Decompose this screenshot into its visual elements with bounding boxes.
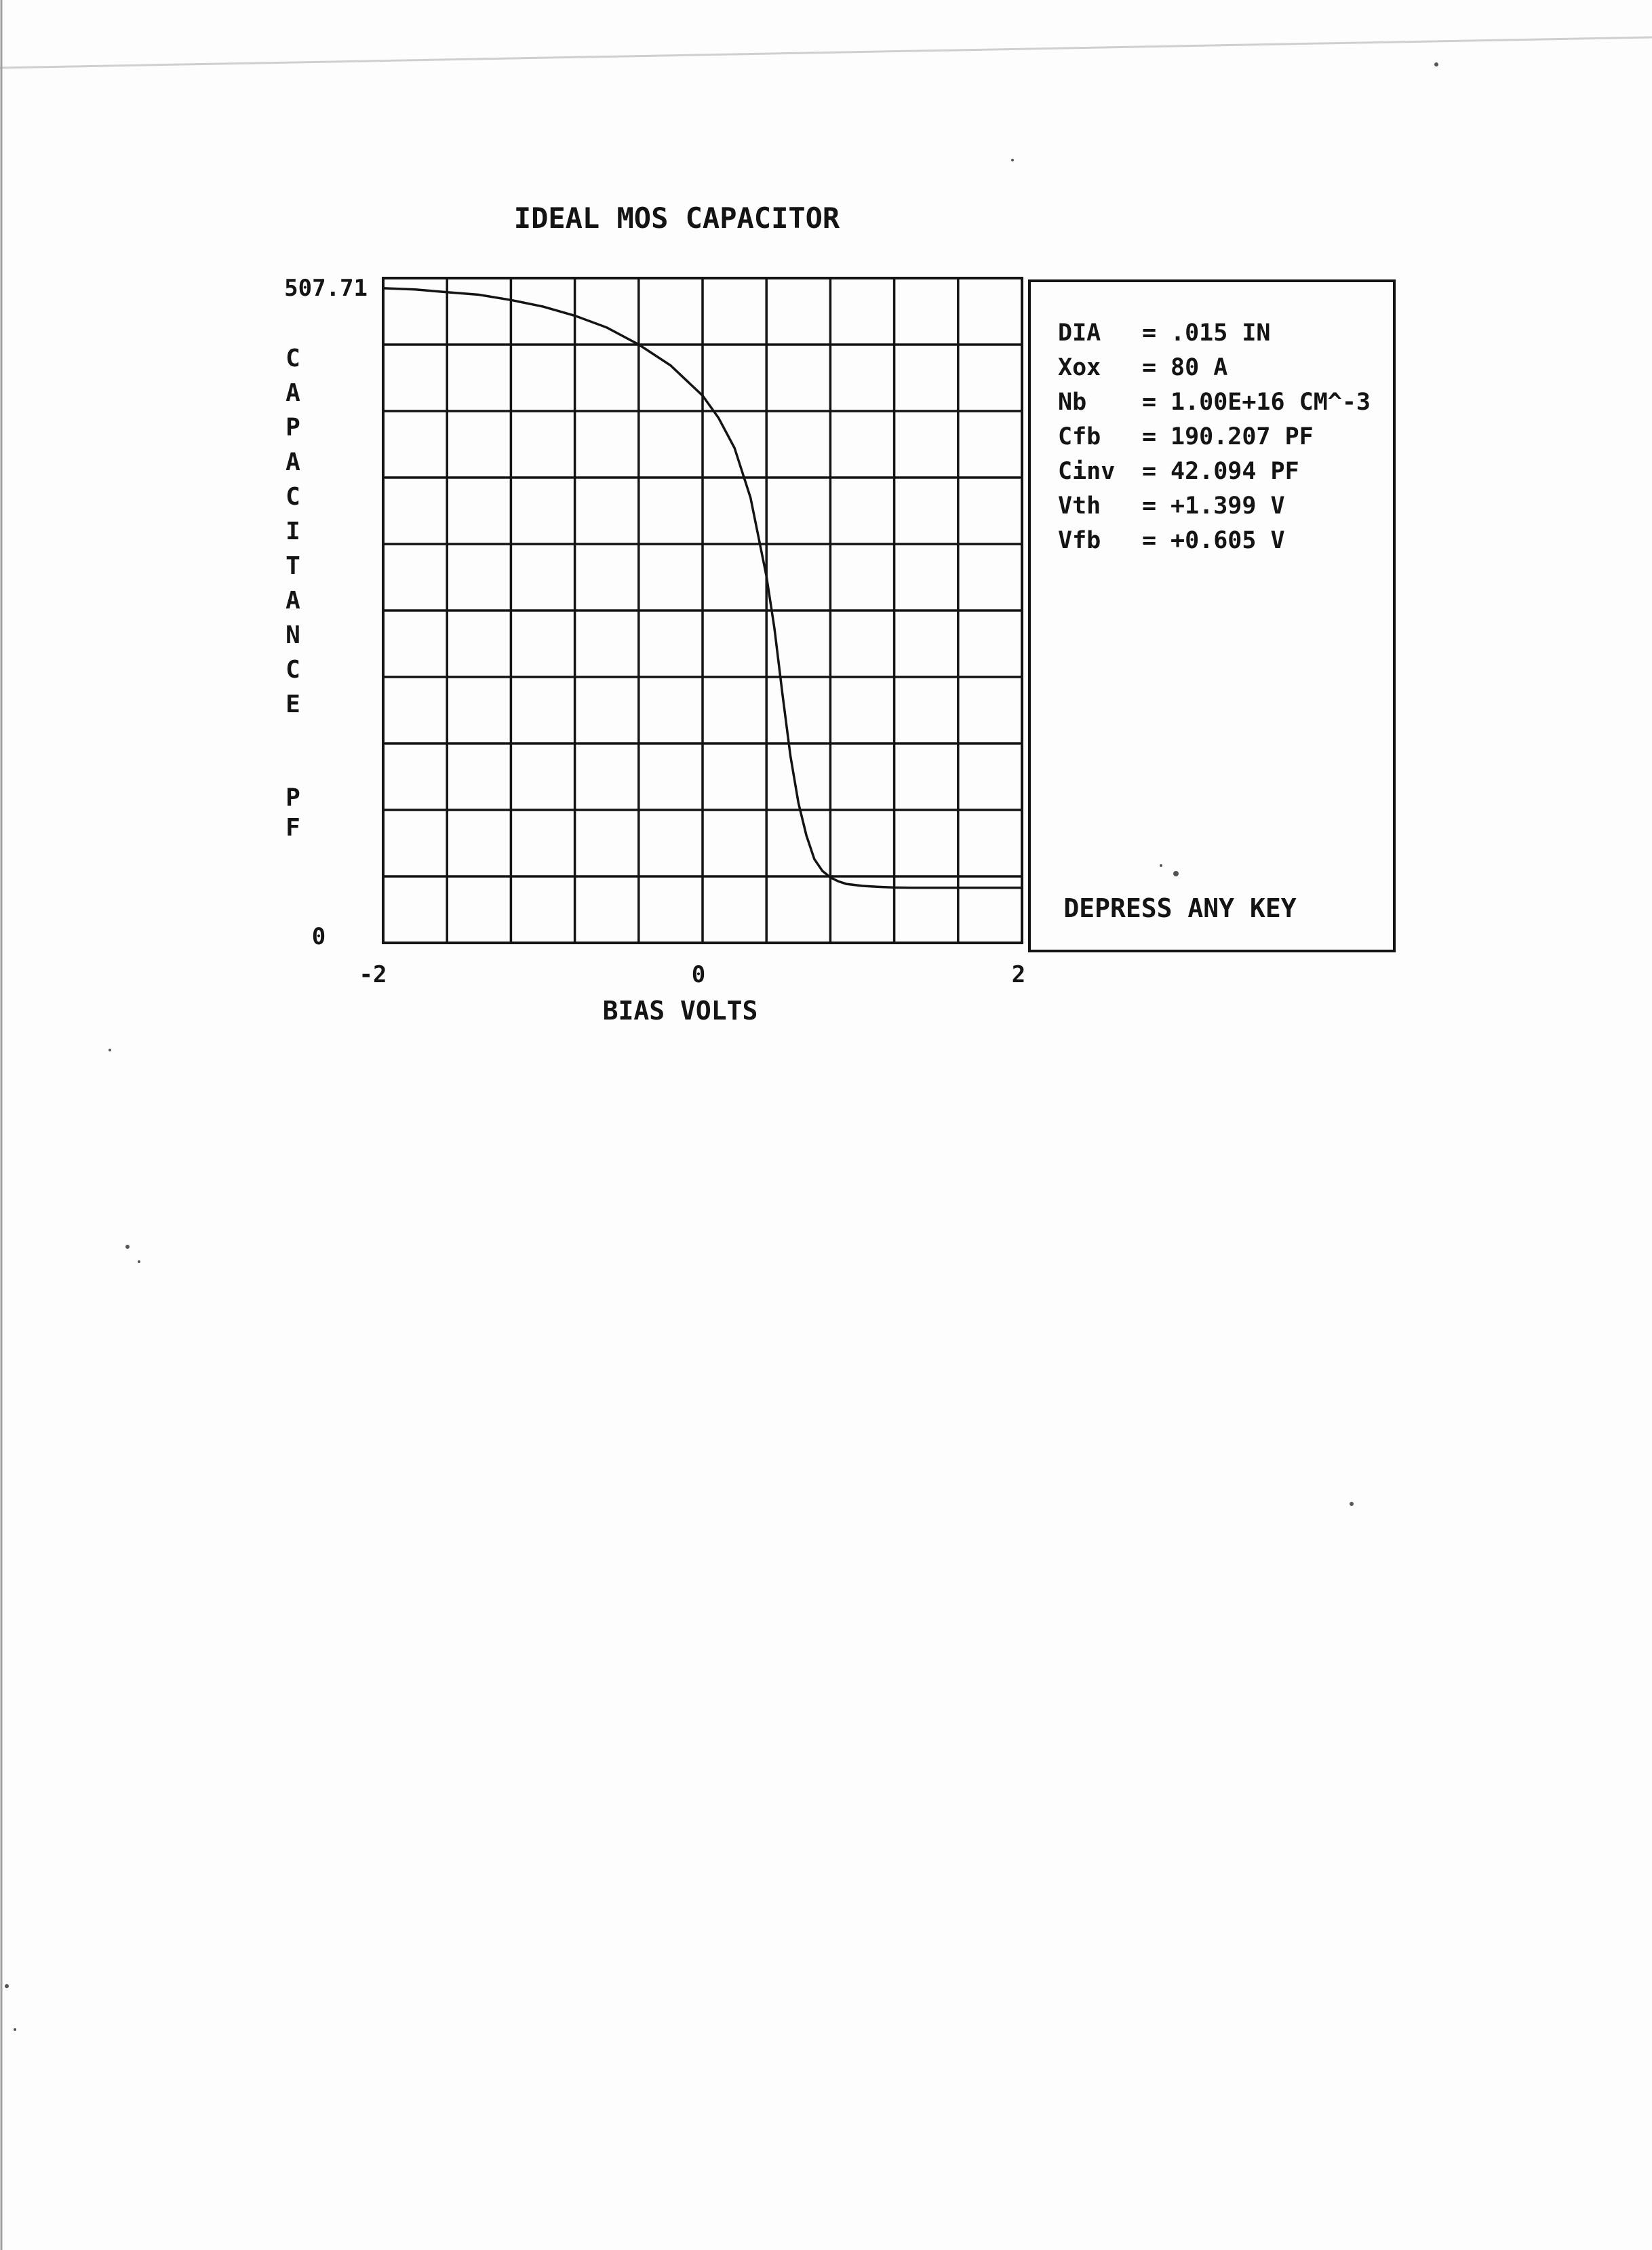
y-axis-label-letter: A [286, 587, 300, 615]
y-axis-label-letter: A [286, 448, 300, 476]
y-axis-unit-letter: F [286, 814, 300, 842]
y-axis-label-letter: E [286, 691, 300, 718]
param-equals: = [1142, 492, 1157, 520]
param-name: Cfb [1058, 423, 1101, 450]
param-name: Nb [1058, 389, 1087, 416]
scan-edge-top [0, 37, 1652, 68]
y-axis-label-letter: C [286, 656, 300, 684]
y-axis-label-letter: I [286, 518, 300, 545]
param-value: 42.094 PF [1171, 458, 1299, 485]
param-name: Xox [1058, 354, 1101, 381]
y-axis-label [286, 345, 300, 842]
y-axis-label-letter: N [286, 621, 300, 649]
y-axis-unit-letter: P [286, 784, 300, 812]
param-equals: = [1142, 423, 1157, 450]
y-axis-label-letter: T [286, 552, 300, 580]
param-equals: = [1142, 354, 1157, 381]
depress-any-key-prompt: DEPRESS ANY KEY [1063, 893, 1297, 923]
y-axis-label-letter: C [286, 483, 300, 511]
chart-title: IDEAL MOS CAPACITOR [513, 201, 840, 235]
param-value: +0.605 V [1171, 527, 1285, 554]
x-axis-label: BIAS VOLTS [602, 996, 758, 1026]
y-tick-label-zero: 0 [311, 923, 326, 950]
param-equals: = [1142, 527, 1157, 554]
param-value: 80 A [1171, 354, 1228, 381]
info-panel-frame [1029, 281, 1394, 951]
x-tick-label-max: 2 [1011, 961, 1026, 988]
y-axis-label-letter: P [286, 414, 300, 442]
param-name: DIA [1058, 319, 1101, 347]
param-name: Cinv [1058, 458, 1116, 485]
param-value: 1.00E+16 CM^-3 [1171, 389, 1371, 416]
param-value: 190.207 PF [1171, 423, 1314, 450]
param-value: .015 IN [1171, 319, 1271, 347]
param-equals: = [1142, 319, 1157, 347]
y-tick-label-max: 507.71 [284, 275, 368, 302]
chart-grid [383, 278, 1022, 943]
x-tick-label-zero: 0 [691, 961, 706, 988]
param-equals: = [1142, 389, 1157, 416]
x-tick-label-min: -2 [359, 961, 387, 988]
param-equals: = [1142, 458, 1157, 485]
param-value: +1.399 V [1171, 492, 1285, 520]
info-panel [1058, 319, 1371, 554]
param-name: Vth [1058, 492, 1101, 520]
y-axis-label-letter: C [286, 345, 300, 372]
param-name: Vfb [1058, 527, 1101, 554]
y-axis-label-letter: A [286, 379, 300, 407]
